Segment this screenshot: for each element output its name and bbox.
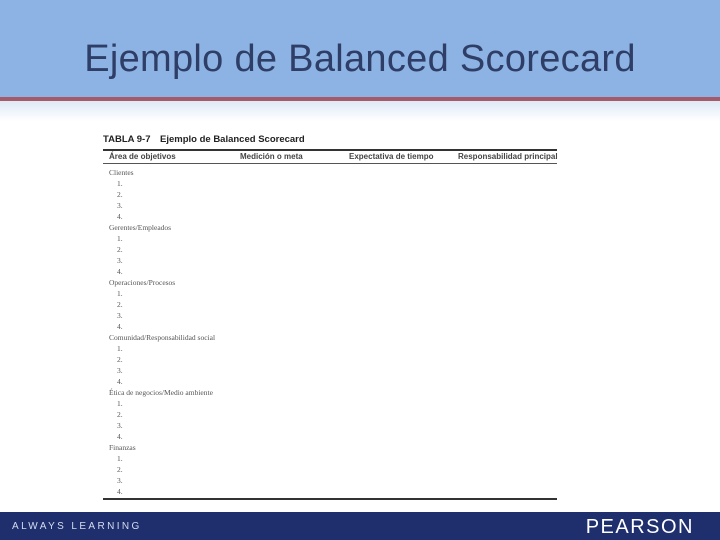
category-block bbox=[109, 222, 549, 277]
category-label: Comunidad/Responsabilidad social bbox=[109, 333, 216, 342]
numbered-row: 2. bbox=[117, 300, 123, 309]
category-label: Clientes bbox=[109, 168, 134, 177]
numbered-row: 1. bbox=[117, 179, 123, 188]
table-caption-title: Ejemplo de Balanced Scorecard bbox=[160, 134, 305, 145]
table-bottom-rule bbox=[103, 498, 557, 500]
table-caption-number: TABLA 9-7 bbox=[103, 134, 151, 145]
slide-title: Ejemplo de Balanced Scorecard bbox=[84, 38, 636, 80]
numbered-row: 3. bbox=[117, 311, 123, 320]
scorecard-table-figure bbox=[103, 134, 557, 504]
numbered-row: 4. bbox=[117, 267, 123, 276]
numbered-row: 1. bbox=[117, 289, 123, 298]
category-block bbox=[109, 387, 549, 442]
category-block bbox=[109, 332, 549, 387]
numbered-row: 2. bbox=[117, 245, 123, 254]
footer-tagline: ALWAYS LEARNING bbox=[12, 521, 142, 532]
category-label: Ética de negocios/Medio ambiente bbox=[109, 388, 213, 397]
pearson-logo: PEARSON bbox=[585, 516, 694, 538]
numbered-row: 1. bbox=[117, 399, 123, 408]
numbered-row: 4. bbox=[117, 487, 123, 496]
numbered-row: 4. bbox=[117, 212, 123, 221]
numbered-row: 3. bbox=[117, 201, 123, 210]
category-block bbox=[109, 167, 549, 222]
numbered-row: 2. bbox=[117, 355, 123, 364]
numbered-row: 2. bbox=[117, 410, 123, 419]
category-block bbox=[109, 277, 549, 332]
numbered-row: 1. bbox=[117, 454, 123, 463]
numbered-row: 4. bbox=[117, 322, 123, 331]
table-body bbox=[109, 167, 549, 497]
table-header-rule bbox=[103, 163, 557, 164]
numbered-row: 4. bbox=[117, 432, 123, 441]
numbered-row: 3. bbox=[117, 366, 123, 375]
category-block bbox=[109, 442, 549, 497]
category-label: Finanzas bbox=[109, 443, 136, 452]
column-header-measure: Medición o meta bbox=[240, 152, 303, 161]
table-top-rule bbox=[103, 149, 557, 151]
numbered-row: 3. bbox=[117, 256, 123, 265]
numbered-row: 3. bbox=[117, 476, 123, 485]
column-header-time-expectation: Expectativa de tiempo bbox=[349, 152, 434, 161]
numbered-row: 1. bbox=[117, 234, 123, 243]
numbered-row: 2. bbox=[117, 465, 123, 474]
column-header-objective-area: Área de objetivos bbox=[109, 152, 176, 161]
column-header-responsibility: Responsabilidad principal bbox=[458, 152, 558, 161]
numbered-row: 3. bbox=[117, 421, 123, 430]
category-label: Operaciones/Procesos bbox=[109, 278, 176, 287]
title-shadow-band bbox=[0, 101, 720, 121]
table-caption bbox=[103, 134, 305, 148]
category-label: Gerentes/Empleados bbox=[109, 223, 172, 232]
numbered-row: 4. bbox=[117, 377, 123, 386]
numbered-row: 1. bbox=[117, 344, 123, 353]
numbered-row: 2. bbox=[117, 190, 123, 199]
